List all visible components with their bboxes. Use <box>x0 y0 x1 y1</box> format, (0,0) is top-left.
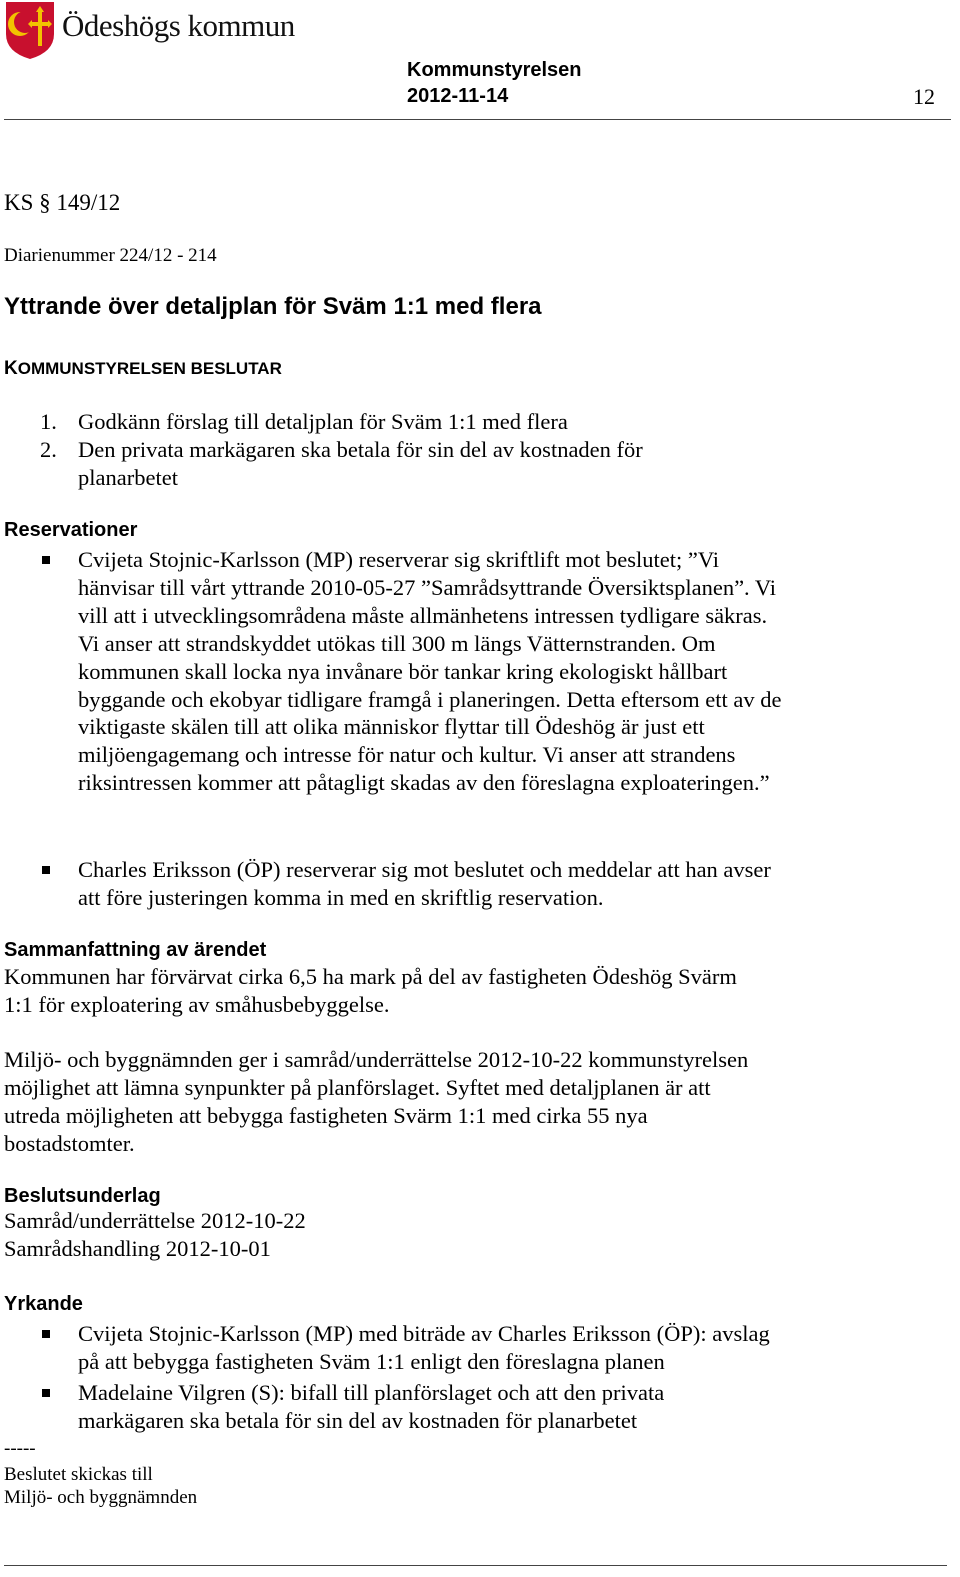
proposals-heading: Yrkande <box>4 1293 83 1315</box>
decision-item-number: 1. <box>40 409 57 434</box>
bullet-icon <box>42 556 50 564</box>
meeting-date: 2012-11-14 <box>407 85 509 107</box>
summary-paragraph: Kommunen har förvärvat cirka 6,5 ha mark på del av fastigheten Ödeshög Svärm 1:1 för exploatering av småhusbebyggelse. <box>4 964 737 1017</box>
header-divider <box>4 119 951 120</box>
bullet-icon <box>42 866 50 874</box>
distribution-heading: Beslutet skickas till <box>4 1464 153 1485</box>
bullet-icon <box>42 1330 50 1338</box>
reservation-text: Cvijeta Stojnic-Karlsson (MP) reserverar sig skriftlift mot beslutet; ”Vi hänvisar till vårt yttrande 2010-05-27 ”Samrådsyttrande Översiktsplanen”. Vi vill att i utvecklingsområdena måste allmänhetens intressen tydligare säkras. Vi anser att strandskyddet utökas till 300 m längs Vätternstranden. Om kommunen skall locka nya invånare bör tankar kring ekologiskt hållbart byggande och ekobyar tidligare framgå i planeringen. Detta eftersom ett av de viktigaste skälen till att olika människor flyttar till Ödeshög är just ett miljöengagemang och intresse för natur och kultur. Vi anser att strandens riksintressen kommer att påtagligt skadas av den föreslagna exploateringen.” <box>78 547 782 796</box>
proposal-text: Madelaine Vilgren (S): bifall till planförslaget och att den privata markägaren ska betala för sin del av kostnaden för planarbetet <box>78 1380 665 1433</box>
proposal-text: Cvijeta Stojnic-Karlsson (MP) med biträde av Charles Eriksson (ÖP): avslag på att bebygga fastigheten Sväm 1:1 enligt den föreslagna planen <box>78 1321 770 1374</box>
document-title: Yttrande över detaljplan för Sväm 1:1 med flera <box>4 293 542 320</box>
basis-document: Samråd/underrättelse 2012-10-22 <box>4 1208 306 1233</box>
summary-paragraph: Miljö- och byggnämnden ger i samråd/underrättelse 2012-10-22 kommunstyrelsen möjlighet att lämna synpunkter på planförslaget. Syftet med detaljplanen är att utreda möjligheten att bebygga fastigheten Svärm 1:1 med cirka 55 nya bostadstomter. <box>4 1047 749 1156</box>
decision-heading <box>4 358 282 380</box>
municipality-crest-logo <box>4 0 56 60</box>
decision-heading-initial: K <box>4 358 18 379</box>
diary-number: Diarienummer 224/12 - 214 <box>4 245 217 266</box>
summary-heading: Sammanfattning av ärendet <box>4 939 267 961</box>
organization-name: Ödeshögs kommun <box>62 8 295 43</box>
decision-item-text: Den privata markägaren ska betala för sin del av kostnaden för planarbetet <box>78 437 643 490</box>
distribution-recipient: Miljö- och byggnämnden <box>4 1487 198 1508</box>
separator-dashes: ----- <box>4 1438 36 1459</box>
page-number: 12 <box>913 84 935 109</box>
decision-heading-rest: OMMUNSTYRELSEN BESLUTAR <box>17 359 282 378</box>
reservation-text: Charles Eriksson (ÖP) reserverar sig mot beslutet och meddelar att han avser att före justeringen komma in med en skriftlig reservation. <box>78 857 771 910</box>
reservations-heading: Reservationer <box>4 519 138 541</box>
paragraph-reference: KS § 149/12 <box>4 190 121 215</box>
bullet-icon <box>42 1389 50 1397</box>
decision-item-number: 2. <box>40 437 57 462</box>
committee-name: Kommunstyrelsen <box>407 59 582 81</box>
footer-divider <box>4 1565 947 1566</box>
decision-item-text: Godkänn förslag till detaljplan för Sväm 1:1 med flera <box>78 409 568 434</box>
basis-document: Samrådshandling 2012-10-01 <box>4 1236 271 1261</box>
basis-heading: Beslutsunderlag <box>4 1185 161 1207</box>
